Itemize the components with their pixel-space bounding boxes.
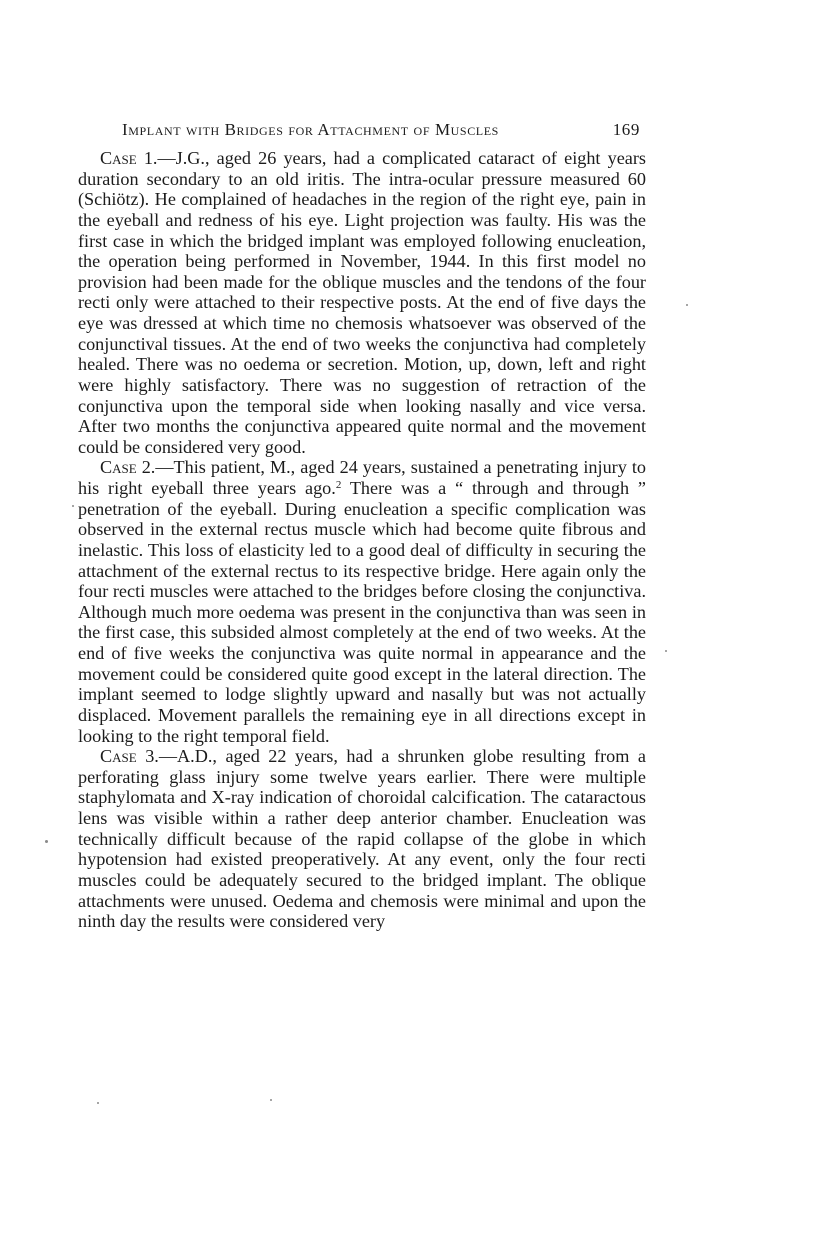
case-2-text-continued: There was a “ through and through ” penetration of the eyeball. During enucleation a specific complication was observed in the external rectus muscle which had become quite fibrous and inelastic. This loss of elasticity led to a good deal of difficulty in securing the attachment of the external rectus to its respective bridge. Here again only the four recti muscles were attached to the bridges before closing the conjunctiva. Although much more oedema was present in the conjunctiva than was seen in the first case, this subsided almost completely at the end of two weeks. At the end of five weeks the conjunctiva was quite normal in appearance and the movement could be considered quite good except in the lateral direction. The implant seemed to lodge slightly upward and nasally but was not actually displaced. Movement parallels the remaining eye in all directions except in looking to the right temporal field.	[78, 478, 646, 746]
case-3-paragraph	[78, 746, 646, 932]
article-body	[78, 148, 646, 932]
case-3-text: —A.D., aged 22 years, had a shrunken globe resulting from a perforating glass injury some twelve years earlier. There were multiple staphylomata and X-ray indication of choroidal calcification. The cataractous lens was visible within a rather deep anterior chamber. Enucleation was technically difficult because of the rapid collapse of the globe in which hypotension had existed preoperatively. At any event, only the four recti muscles could be adequately secured to the bridged implant. The oblique attachments were unused. Oedema and chemosis were minimal and upon the ninth day the results were considered very	[78, 746, 646, 932]
footnote-reference: 2	[335, 479, 342, 491]
margin-speck-right-2	[665, 650, 667, 652]
case-2-paragraph	[78, 457, 646, 746]
case-2-label: Case 2.	[100, 457, 156, 478]
case-1-paragraph	[78, 148, 646, 457]
running-title: Implant with Bridges for Attachment of Muscles	[122, 120, 499, 139]
margin-speck-right	[686, 304, 688, 306]
page-number: 169	[612, 120, 640, 139]
case-1-label: Case 1.	[100, 148, 158, 168]
margin-speck-left-1	[72, 505, 74, 507]
bottom-speck-2	[270, 1099, 272, 1101]
running-head	[100, 120, 640, 142]
bottom-speck-1	[97, 1102, 99, 1104]
margin-speck-left-2	[45, 840, 48, 843]
case-2-text: —This patient, M., aged 24 years, sustained a penetrating injury to his right eyeball three years ago.	[78, 457, 646, 498]
case-1-text: —J.G., aged 26 years, had a complicated cataract of eight years duration secondary to an old iritis. The intra-ocular pressure measured 60 (Schiötz). He complained of headaches in the region of the right eye, pain in the eyeball and redness of his eye. Light projection was faulty. His was the first case in which the bridged implant was employed following enucleation, the operation being performed in November, 1944. In this first model no provision had been made for the oblique muscles and the tendons of the four recti only were attached to their respective posts. At the end of five days the eye was dressed at which time no chemosis whatsoever was observed of the conjunctival tissues. At the end of two weeks the conjunctiva had completely healed. There was no oedema or secretion. Motion, up, down, left and right were highly satisfactory. There was no suggestion of retraction of the conjunctiva upon the temporal side when looking nasally and vice versa. After two months the conjunctiva appeared quite normal and the movement could be considered very good.	[78, 148, 646, 457]
case-3-label: Case 3.	[100, 746, 159, 767]
